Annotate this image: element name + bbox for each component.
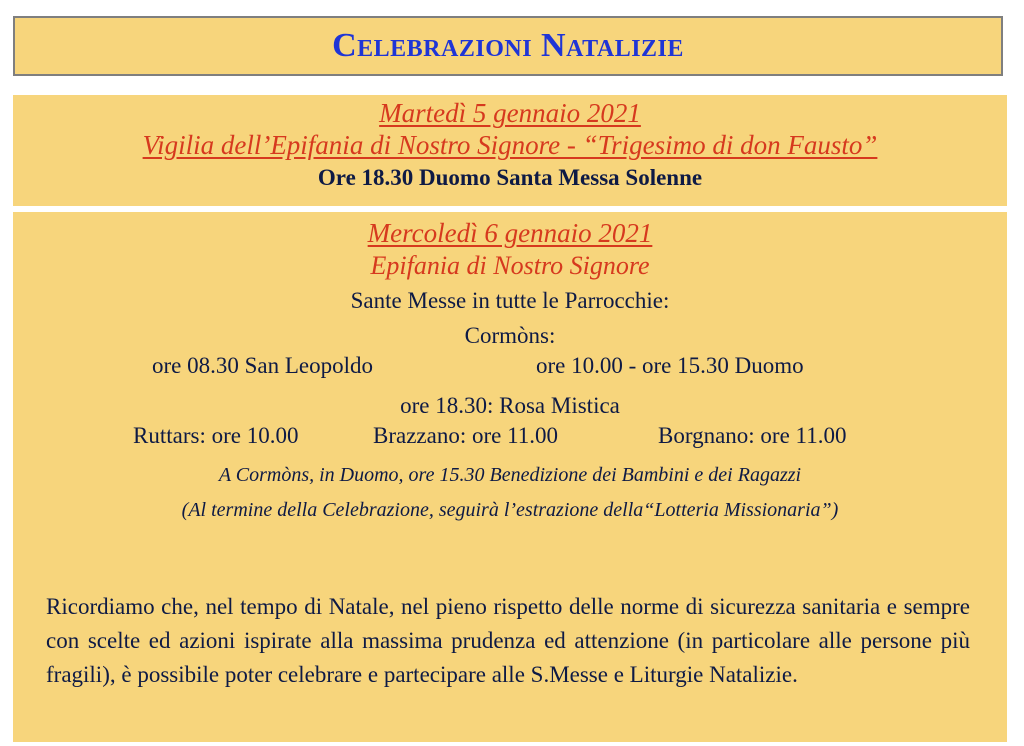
event-jan6-box	[13, 212, 1007, 742]
event-jan5-box	[13, 95, 1007, 206]
parish-mass-row	[13, 423, 1007, 458]
event1-detail: Ore 18.30 Duomo Santa Messa Solenne	[317, 165, 703, 190]
event1-name: Vigilia dell’Epifania di Nostro Signore - “Trigesimo di don Fausto”	[142, 130, 878, 160]
lottery-note: (Al termine della Celebrazione, seguirà l’estrazione della“Lotteria Missionaria”)	[181, 499, 839, 521]
notice-paragraph: Ricordiamo che, nel tempo di Natale, nel pieno rispetto delle norme di sicurezza sanitaria e sempre con scelte ed azioni ispirate alla massima prudenza ed attenzione (in particolare alle persone più fragili), è possibile poter celebrare e partecipare alle S.Messe e Liturgie Natalizie.	[46, 594, 970, 687]
title-banner	[13, 16, 1003, 76]
mass-borgnano: Borgnano: ore 11.00	[658, 423, 847, 448]
page-title: Celebrazioni Natalizie	[332, 27, 684, 64]
event2-date: Mercoledì 6 gennaio 2021	[367, 218, 653, 248]
cormons-mass-row	[13, 353, 1007, 388]
event2-town: Cormòns:	[464, 323, 556, 348]
event1-date: Martedì 5 gennaio 2021	[379, 98, 641, 128]
mass-duomo: ore 10.00 - ore 15.30 Duomo	[536, 353, 804, 378]
event2-intro: Sante Messe in tutte le Parrocchie:	[350, 288, 670, 313]
event2-name: Epifania di Nostro Signore	[370, 251, 650, 280]
blessing-note: A Cormòns, in Duomo, ore 15.30 Benedizione dei Bambini e dei Ragazzi	[218, 464, 802, 486]
mass-brazzano: Brazzano: ore 11.00	[373, 423, 558, 448]
mass-san-leopoldo: ore 08.30 San Leopoldo	[152, 353, 374, 378]
mass-rosa-mistica: ore 18.30: Rosa Mistica	[400, 393, 620, 418]
mass-ruttars: Ruttars: ore 10.00	[133, 423, 299, 448]
